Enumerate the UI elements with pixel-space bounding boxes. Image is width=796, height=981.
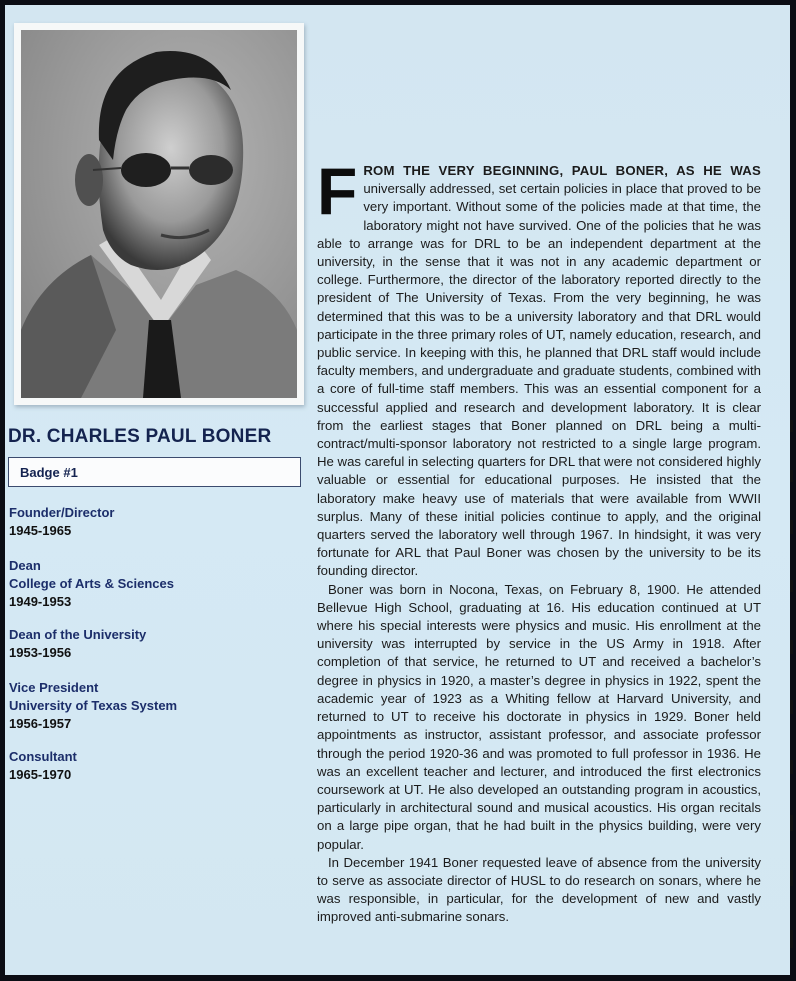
- role-founder-director: [9, 504, 114, 540]
- person-name: DR. CHARLES PAUL BONER: [8, 426, 272, 447]
- drop-cap: F: [317, 154, 358, 228]
- role-title: Consultant: [9, 749, 77, 764]
- role-years: 1953-1956: [9, 645, 72, 660]
- article-paragraph-3: In December 1941 Boner requested leave of absence from the university to serve as associate director of HUSL to do research on sonars, where he was responsible, in particular, for the development of new and vastly improved anti-submarine sonars.: [317, 854, 761, 925]
- portrait-photo: [21, 30, 297, 398]
- role-title: Founder/Director: [9, 505, 115, 520]
- role-subtitle: College of Arts & Sciences: [9, 576, 174, 591]
- role-title: Vice President: [9, 680, 99, 695]
- badge-box: [8, 457, 301, 487]
- role-title: Dean: [9, 558, 41, 573]
- article-paragraph-text: universally addressed, set certain policies in place that proved to be very important. Without some of the policies made at that time, the laboratory might not have survived. One of the policies that he was able to arrange was for DRL to be an independent department at the university, in the sense that it was not in any academic department or college. Furthermore, the director of the laboratory reported directly to the president of The University of Texas. From the very beginning, he was determined that this was to be a university laboratory and that DRL would participate in the three primary roles of UT, namely education, research, and public service. In keeping with this, he planned that DRL staff would include faculty members, and undergraduate and graduate students, combined with a core of full-time staff members. This was an essential component for a successful applied and research and development laboratory. It is clear from the earliest stages that Boner planned on DRL being a multi-contract/multi-sponsor laboratory not restricted to a single large program. He was careful in selecting quarters for DRL that were not considered highly valuable or essential for educational purposes. He insisted that the laboratory make heavy use of materials that were available from WWII surplus. Many of these initial policies continue to apply, and the original quarters served the laboratory well through 1967. In hindsight, it was very fortunate for ARL that Paul Boner was chosen by the university to be its founding director.: [317, 181, 761, 579]
- role-years: 1945-1965: [9, 523, 72, 538]
- role-years: 1956-1957: [9, 716, 72, 731]
- role-years: 1965-1970: [9, 767, 72, 782]
- article-body: [317, 154, 761, 927]
- role-dean-university: [9, 626, 146, 662]
- role-consultant: [9, 748, 77, 784]
- magazine-page: [5, 5, 790, 975]
- role-title: Dean of the University: [9, 627, 147, 642]
- role-dean-arts-sciences: [9, 557, 174, 611]
- article-paragraph-1: [317, 154, 761, 581]
- portrait-illustration: [21, 30, 297, 398]
- article-paragraph-2: Boner was born in Nocona, Texas, on February 8, 1900. He attended Bellevue High School, graduating at 16. His education continued at UT where his special interests were physics and music. His enrollment at the university was interrupted by service in the US Army in 1918. After completion of that service, he returned to UT and received a bachelor’s degree in physics in 1920, a master’s degree in physics in 1922, spent the academic year of 1923 as a Whiting fellow at Harvard University, and returned to UT to receive his doctorate in physics in 1929. Boner held appointments as instructor, assistant professor, and associate professor through the period 1920-36 and was promoted to full professor in 1936. He was an excellent teacher and lecturer, and introduced the first electronics coursework at UT. He also developed an outstanding program in acoustics, particularly in architectural sound and musical acoustics. His organ recitals on a large pipe organ, that he had built in the physics building, were very popular.: [317, 581, 761, 852]
- article-lead-in: ROM THE VERY BEGINNING, PAUL BONER, AS HE WAS: [363, 163, 761, 178]
- badge-number: Badge #1: [20, 465, 78, 480]
- role-years: 1949-1953: [9, 594, 72, 609]
- page-edge-marks: [786, 0, 796, 981]
- role-subtitle: University of Texas System: [9, 698, 178, 713]
- role-vice-president: [9, 679, 177, 733]
- portrait-frame: [14, 23, 304, 405]
